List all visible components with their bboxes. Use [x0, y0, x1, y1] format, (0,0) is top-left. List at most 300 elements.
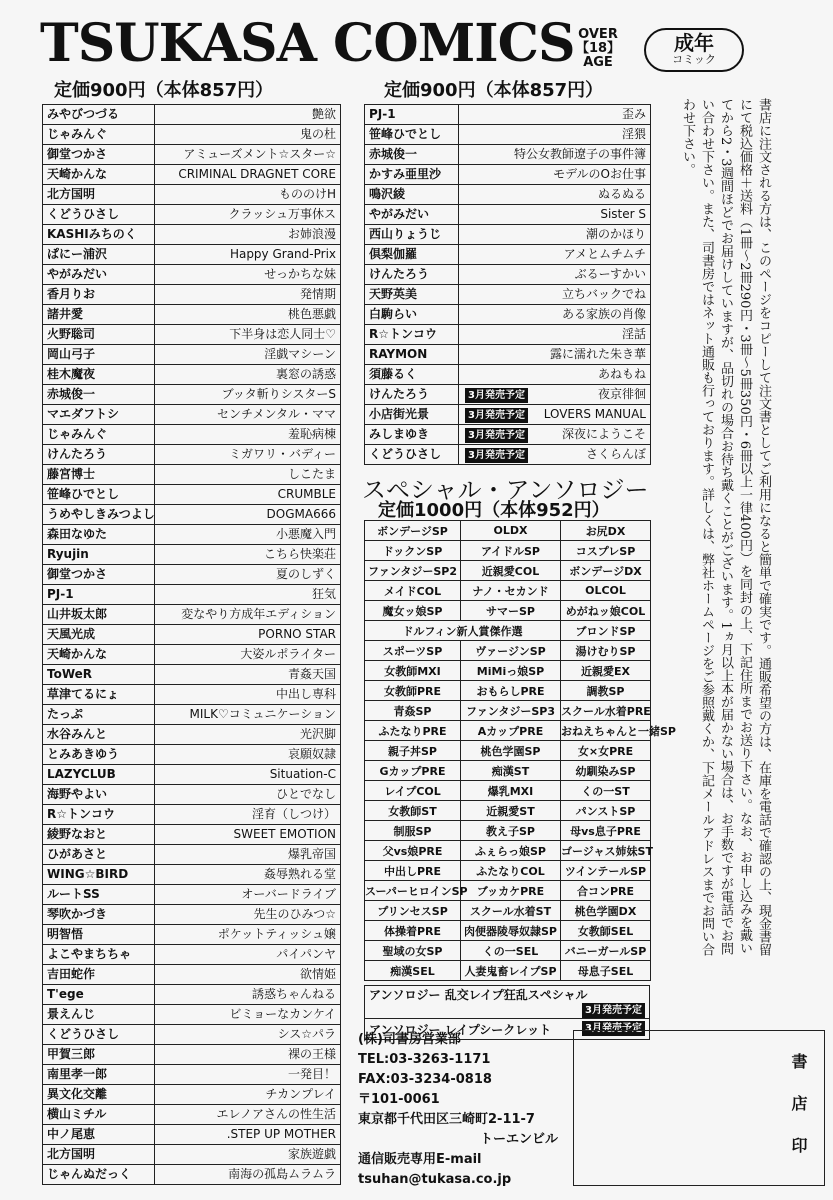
book-title: ミガワリ・バディー: [228, 447, 336, 461]
adult-badge-sub: コミック: [672, 53, 716, 66]
company-address: 東京都千代田区三崎町2-11-7: [358, 1112, 535, 1127]
book-title-cell: [155, 805, 341, 825]
author-name: けんたろう: [365, 265, 459, 285]
book-title: 潮のかほり: [585, 227, 646, 241]
book-title-cell: [155, 765, 341, 785]
author-name: 異文化交離: [43, 1085, 155, 1105]
book-title: LOVERS MANUAL: [543, 407, 646, 421]
list-item: [43, 1125, 341, 1145]
anthology-title: サマーSP: [461, 601, 561, 621]
anthology-row: [365, 861, 651, 881]
book-title: ぬるぬる: [597, 187, 646, 201]
anthology-title: 肉便器陵辱奴隷SP: [461, 921, 561, 941]
book-title-cell: [155, 565, 341, 585]
list-item: [365, 365, 651, 385]
book-title-cell: [155, 885, 341, 905]
anthology-title: ツインテールSP: [561, 861, 651, 881]
book-title: せっかちな妹: [264, 267, 336, 281]
anthology-title: ふぇらっ娘SP: [461, 841, 561, 861]
list-item: [365, 125, 651, 145]
author-name: 岡山弓子: [43, 345, 155, 365]
anthology-row: [365, 801, 651, 821]
anthology-row: [365, 961, 651, 981]
anthology-title: お尻DX: [561, 521, 651, 541]
anthology-title: ゴージャス姉妹ST: [561, 841, 651, 861]
book-title: ひとでなし: [275, 787, 336, 801]
release-tag: 3月発売予定: [465, 388, 528, 403]
author-name: じゃみんぐ: [43, 425, 155, 445]
list-item: [43, 405, 341, 425]
list-item: [43, 645, 341, 665]
book-title-cell: [155, 1005, 341, 1025]
list-item: [43, 265, 341, 285]
book-title: パイパンヤ: [276, 947, 336, 961]
book-title-cell: [155, 1165, 341, 1185]
book-title: 家族遊戯: [287, 1147, 336, 1161]
anthology-title: 女×女PRE: [561, 741, 651, 761]
anthology-special-cell: [365, 986, 650, 1019]
age-badge-line: AGE: [583, 55, 613, 70]
anthology-title: 体操着PRE: [365, 921, 461, 941]
author-name: 御堂つかさ: [43, 145, 155, 165]
book-title-cell: [155, 465, 341, 485]
book-title-cell: [155, 125, 341, 145]
anthology-title: 聖域の女SP: [365, 941, 461, 961]
list-item: [43, 165, 341, 185]
author-name: 藤宮博士: [43, 465, 155, 485]
order-notice: [678, 98, 824, 958]
company-tel: TEL:03-3263-1171: [358, 1052, 491, 1067]
anthology-row: [365, 701, 651, 721]
author-name: くどうひさし: [365, 445, 459, 465]
list-item: [43, 825, 341, 845]
book-title: 歪み: [621, 107, 646, 121]
list-item: [43, 445, 341, 465]
author-name: とみあきゆう: [43, 745, 155, 765]
book-title: 欲情姫: [299, 967, 336, 981]
book-title: エレノアさんの性生活: [216, 1107, 336, 1121]
book-title: クラッシュ万事休ス: [228, 207, 336, 221]
anthology-title: 制服SP: [365, 821, 461, 841]
anthology-title: スクール水着PRE: [561, 701, 651, 721]
book-title: さくらんぼ: [585, 447, 646, 461]
book-title-cell: [155, 205, 341, 225]
list-item: [43, 205, 341, 225]
book-title: ブッタ斬りシスターS: [221, 387, 336, 401]
book-title: チカンプレイ: [265, 1087, 336, 1101]
author-name: 須藤るく: [365, 365, 459, 385]
author-name: 火野聡司: [43, 325, 155, 345]
anthology-special-row: [365, 986, 650, 1019]
list-item: [365, 105, 651, 125]
release-tag: 3月発売予定: [465, 448, 528, 463]
age-badge: [562, 28, 634, 70]
list-item: [365, 445, 651, 465]
list-item: [43, 665, 341, 685]
anthology-title: GカップPRE: [365, 761, 461, 781]
book-title-cell: [155, 625, 341, 645]
anthology-row: [365, 641, 651, 661]
list-item: [365, 345, 651, 365]
author-name: けんたろう: [43, 445, 155, 465]
anthology-title: 魔女ッ娘SP: [365, 601, 461, 621]
anthology-row: [365, 541, 651, 561]
price-right: 定価900円（本体857円）: [384, 80, 604, 101]
book-title-cell: [155, 1125, 341, 1145]
special-anthology-grid: [364, 520, 676, 981]
list-item: [365, 265, 651, 285]
author-name: みやびつづる: [43, 105, 155, 125]
anthology-title: 親子丼SP: [365, 741, 461, 761]
age-badge-line: 【18】: [575, 41, 621, 56]
anthology-row: [365, 761, 651, 781]
book-title-cell: [459, 425, 651, 445]
list-item: [365, 225, 651, 245]
author-name: ひがあさと: [43, 845, 155, 865]
release-tag: 3月発売予定: [465, 408, 528, 423]
company-fax: FAX:03-3234-0818: [358, 1072, 492, 1087]
book-title-cell: [459, 305, 651, 325]
page-title: TSUKASA COMICS: [40, 13, 575, 74]
book-title: DOGMA666: [266, 507, 336, 521]
list-item: [43, 1045, 341, 1065]
anthology-title: 近親愛COL: [461, 561, 561, 581]
author-name: R☆トンコウ: [365, 325, 459, 345]
anthology-title: 女教師SEL: [561, 921, 651, 941]
anthology-title: スポーツSP: [365, 641, 461, 661]
list-item: [43, 225, 341, 245]
author-name: 天風光成: [43, 625, 155, 645]
book-title: 夏のしずく: [275, 567, 336, 581]
special-anthology-price: 定価1000円（本体952円）: [378, 500, 610, 521]
author-name: 北方国明: [43, 185, 155, 205]
author-name: けんたろう: [365, 385, 459, 405]
anthology-title: 爆乳MXI: [461, 781, 561, 801]
book-title-cell: [155, 925, 341, 945]
book-title-cell: [155, 305, 341, 325]
book-title-cell: [155, 265, 341, 285]
book-title-cell: [155, 965, 341, 985]
book-title: 特公女教師遼子の事件簿: [513, 147, 646, 161]
anthology-title: MiMiっ娘SP: [461, 661, 561, 681]
author-name: うめやしきみつよし: [43, 505, 155, 525]
author-name: 明智悟: [43, 925, 155, 945]
book-title-cell: [155, 545, 341, 565]
author-name: くどうひさし: [43, 1025, 155, 1045]
anthology-row: [365, 721, 651, 741]
book-title: モデルのOお仕事: [553, 167, 646, 181]
anthology-row: [365, 621, 651, 641]
anthology-title: 青姦SP: [365, 701, 461, 721]
anthology-title: 近親愛EX: [561, 661, 651, 681]
anthology-title: おねえちゃんと一緒SP: [561, 721, 651, 741]
anthology-title: コスプレSP: [561, 541, 651, 561]
list-item: [43, 1145, 341, 1165]
book-title-cell: [459, 285, 651, 305]
list-item: [43, 625, 341, 645]
anthology-row: [365, 601, 651, 621]
book-title-cell: [155, 385, 341, 405]
list-item: [43, 865, 341, 885]
book-title-cell: [459, 385, 651, 405]
book-title: 哀願奴隷: [287, 747, 336, 761]
author-name: ルートSS: [43, 885, 155, 905]
list-item: [365, 305, 651, 325]
author-name: くどうひさし: [43, 205, 155, 225]
book-title: 立ちバックでね: [561, 287, 646, 301]
anthology-title: スーパーヒロインSP: [365, 881, 461, 901]
author-name: 横山ミチル: [43, 1105, 155, 1125]
anthology-title: おもらしPRE: [461, 681, 561, 701]
release-tag: 3月発売予定: [582, 1003, 645, 1018]
anthology-title: 桃色学園DX: [561, 901, 651, 921]
book-title-cell: [155, 245, 341, 265]
author-name: 甲賀三郎: [43, 1045, 155, 1065]
book-title-cell: [155, 165, 341, 185]
book-title-cell: [459, 145, 651, 165]
book-title: センチメンタル・ママ: [216, 407, 336, 421]
list-item: [43, 785, 341, 805]
book-title: 姦辱熟れる堂: [263, 867, 336, 881]
list-item: [43, 585, 341, 605]
book-title: 鬼の杜: [299, 127, 336, 141]
book-title-cell: [459, 245, 651, 265]
list-item: [365, 205, 651, 225]
book-title: オーバードライブ: [241, 887, 336, 901]
list-item: [43, 185, 341, 205]
adult-badge-main: 成年: [674, 31, 714, 55]
list-item: [43, 105, 341, 125]
book-title: お姉浪漫: [287, 227, 336, 241]
anthology-title: 女教師MXI: [365, 661, 461, 681]
list-item: [365, 325, 651, 345]
author-name: 草津てるにょ: [43, 685, 155, 705]
list-item: [43, 805, 341, 825]
list-item: [43, 1065, 341, 1085]
company-building: トーエンビル: [480, 1132, 559, 1147]
list-item: [43, 1005, 341, 1025]
anthology-title: 女教師PRE: [365, 681, 461, 701]
special-anthology-title: スペシャル・アンソロジー: [362, 476, 649, 504]
list-item: [43, 985, 341, 1005]
anthology-title: 幼馴染みSP: [561, 761, 651, 781]
book-title: ビミョーなカンケイ: [229, 1007, 336, 1021]
anthology-title: 教え子SP: [461, 821, 561, 841]
anthology-row: [365, 921, 651, 941]
book-title: シス☆パラ: [277, 1027, 336, 1041]
book-title-cell: [155, 185, 341, 205]
book-title-cell: [155, 365, 341, 385]
book-title: アメとムチムチ: [563, 247, 646, 261]
left-title-list: [42, 104, 341, 1185]
book-title-cell: [459, 405, 651, 425]
book-title: 変なやり方成年エディション: [181, 607, 336, 621]
book-title-cell: [155, 345, 341, 365]
bookstore-stamp-box: [573, 1030, 825, 1186]
author-name: 吉田蛇作: [43, 965, 155, 985]
book-title-cell: [459, 205, 651, 225]
list-item: [43, 1085, 341, 1105]
anthology-special-title: アンソロジー 乱交レイプ狂乱スペシャル: [369, 988, 588, 1002]
list-item: [43, 245, 341, 265]
list-item: [43, 425, 341, 445]
book-title-cell: [155, 725, 341, 745]
author-name: ToWeR: [43, 665, 155, 685]
anthology-title: ボンデージSP: [365, 521, 461, 541]
book-title-cell: [155, 405, 341, 425]
list-item: [43, 345, 341, 365]
author-name: 南里孝一郎: [43, 1065, 155, 1085]
list-item: [43, 725, 341, 745]
book-title: 爆乳帝国: [287, 847, 336, 861]
author-name: 笹峰ひでとし: [43, 485, 155, 505]
book-title: あねもね: [597, 367, 646, 381]
anthology-title: ナノ・セカンド: [461, 581, 561, 601]
anthology-row: [365, 661, 651, 681]
author-name: 森田なゆた: [43, 525, 155, 545]
list-item: [43, 905, 341, 925]
anthology-title: OLCOL: [561, 581, 651, 601]
book-title-cell: [459, 365, 651, 385]
author-name: 景えんじ: [43, 1005, 155, 1025]
list-item: [43, 1165, 341, 1185]
list-item: [43, 885, 341, 905]
author-name: 白駒らい: [365, 305, 459, 325]
list-item: [43, 565, 341, 585]
author-name: 海野やよい: [43, 785, 155, 805]
book-title-cell: [155, 285, 341, 305]
list-item: [43, 925, 341, 945]
author-name: 鳴沢綾: [365, 185, 459, 205]
author-name: RAYMON: [365, 345, 459, 365]
book-title-cell: [155, 585, 341, 605]
list-item: [365, 145, 651, 165]
anthology-row: [365, 521, 651, 541]
book-title: 狂気: [311, 587, 336, 601]
book-title: もののけH: [278, 187, 336, 201]
price-left: 定価900円（本体857円）: [54, 80, 274, 101]
book-title-cell: [459, 265, 651, 285]
book-title: 大姿ルポライター: [240, 647, 336, 661]
book-title: Situation-C: [269, 767, 336, 781]
author-name: 山井坂太郎: [43, 605, 155, 625]
age-badge-line: OVER: [578, 27, 618, 42]
book-title-cell: [459, 325, 651, 345]
anthology-title: AカップPRE: [461, 721, 561, 741]
anthology-title: 父vs娘PRE: [365, 841, 461, 861]
book-title-cell: [155, 325, 341, 345]
company-name: (株)司書房営業部: [358, 1032, 461, 1047]
author-name: 西山りょうじ: [365, 225, 459, 245]
author-name: 水谷みんと: [43, 725, 155, 745]
book-title: 南海の孤島ムラムラ: [228, 1167, 336, 1181]
book-title: 深夜にようこそ: [561, 427, 646, 441]
mail-label: 通信販売専用E-mail: [358, 1152, 482, 1167]
author-name: 桂木魔夜: [43, 365, 155, 385]
anthology-title: レイプCOL: [365, 781, 461, 801]
book-title-cell: [155, 145, 341, 165]
book-title: ぶるーすかい: [574, 267, 646, 281]
book-title: 淫猥: [621, 127, 646, 141]
book-title: 青姦天国: [287, 667, 336, 681]
list-item: [43, 505, 341, 525]
list-item: [43, 705, 341, 725]
book-title: 小悪魔入門: [275, 527, 336, 541]
anthology-special-title: アンソロジー レイプシークレット: [369, 1022, 552, 1037]
anthology-title: 痴漢ST: [461, 761, 561, 781]
author-name: PJ-1: [43, 585, 155, 605]
book-title-cell: [155, 785, 341, 805]
company-postal: 〒101-0061: [358, 1092, 440, 1107]
book-title: 裏窓の誘惑: [275, 367, 336, 381]
book-title-cell: [155, 505, 341, 525]
book-title-cell: [155, 845, 341, 865]
author-name: 笹峰ひでとし: [365, 125, 459, 145]
list-item: [43, 365, 341, 385]
book-title-cell: [155, 705, 341, 725]
book-title: CRIMINAL DRAGNET CORE: [178, 167, 336, 181]
anthology-row: [365, 781, 651, 801]
list-item: [43, 125, 341, 145]
list-item: [43, 945, 341, 965]
author-name: やがみだい: [365, 205, 459, 225]
author-name: 中ノ尾恵: [43, 1125, 155, 1145]
anthology-title: 人妻鬼畜レイプSP: [461, 961, 561, 981]
anthology-title: ふたなりCOL: [461, 861, 561, 881]
anthology-row: [365, 581, 651, 601]
anthology-title: 女教師ST: [365, 801, 461, 821]
author-name: 香月りお: [43, 285, 155, 305]
release-tag: 3月発売予定: [465, 428, 528, 443]
adult-comic-badge: [644, 28, 744, 72]
book-title-cell: [155, 1085, 341, 1105]
anthology-row: [365, 841, 651, 861]
book-title-cell: [155, 825, 341, 845]
author-name: 倶梨伽羅: [365, 245, 459, 265]
anthology-row: [365, 741, 651, 761]
anthology-title: OLDX: [461, 521, 561, 541]
anthology-title: パンストSP: [561, 801, 651, 821]
author-name: たっぷ: [43, 705, 155, 725]
author-name: R☆トンコウ: [43, 805, 155, 825]
author-name: ぱにー浦沢: [43, 245, 155, 265]
book-title: 一発目！: [287, 1067, 336, 1081]
book-title: 淫育（しつけ）: [251, 807, 336, 821]
list-item: [43, 745, 341, 765]
anthology-title: ふたなりPRE: [365, 721, 461, 741]
book-title-cell: [155, 905, 341, 925]
book-title-cell: [155, 1045, 341, 1065]
author-name: LAZYCLUB: [43, 765, 155, 785]
book-title-cell: [155, 425, 341, 445]
book-title-cell: [459, 165, 651, 185]
book-title-cell: [155, 685, 341, 705]
author-name: 琴吹かづき: [43, 905, 155, 925]
author-name: 赤城俊一: [43, 385, 155, 405]
book-title: .STEP UP MOTHER: [226, 1127, 336, 1141]
author-name: 御堂つかさ: [43, 565, 155, 585]
release-tag: 3月発売予定: [582, 1021, 645, 1036]
book-title-cell: [155, 1105, 341, 1125]
list-item: [43, 485, 341, 505]
author-name: 北方国明: [43, 1145, 155, 1165]
author-name: 赤城俊一: [365, 145, 459, 165]
author-name: PJ-1: [365, 105, 459, 125]
book-title: 艶欲: [311, 107, 336, 121]
book-title: 光沢脚: [299, 727, 336, 741]
book-title: 露に濡れた朱き華: [549, 347, 646, 361]
book-title-cell: [155, 1145, 341, 1165]
